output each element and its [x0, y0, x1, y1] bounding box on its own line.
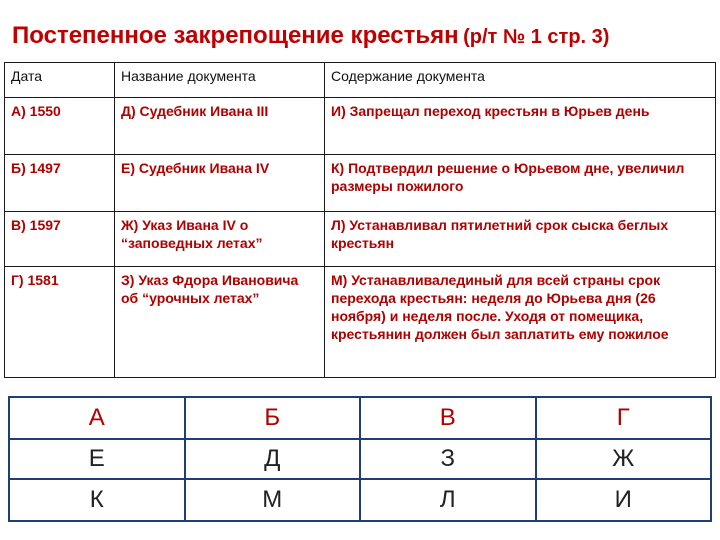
answer-cell: Ж [536, 439, 712, 479]
table-row [5, 98, 716, 155]
cell-document-name: Д) Судебник Ивана III [115, 98, 325, 155]
answer-cell: И [536, 479, 712, 521]
title-subtitle: (р/т № 1 стр. 3) [463, 26, 610, 48]
cell-document-content: М) Устанавливалединый для всей страны срок перехода крестьян: неделя до Юрьева дня (26 ноября) и неделя после. Уходя от помещика, крестьянин должен был заплатить ему пожилое [325, 267, 716, 378]
cell-date: Б) 1497 [5, 155, 115, 212]
table-header-row [5, 63, 716, 98]
table-row [5, 212, 716, 267]
answer-cell: Б [185, 397, 361, 439]
cell-document-name: Е) Судебник Ивана IV [115, 155, 325, 212]
cell-document-content: Л) Устанавливал пятилетний срок сыска беглых крестьян [325, 212, 716, 267]
header-date: Дата [5, 63, 115, 98]
cell-date: В) 1597 [5, 212, 115, 267]
answer-cell: З [360, 439, 536, 479]
cell-document-content: И) Запрещал переход крестьян в Юрьев день [325, 98, 716, 155]
cell-document-name: З) Указ Фдора Ивановича об “урочных летах” [115, 267, 325, 378]
answer-cell: А [9, 397, 185, 439]
answer-cell: Е [9, 439, 185, 479]
answer-cell: В [360, 397, 536, 439]
answer-cell: М [185, 479, 361, 521]
answer-cell: Г [536, 397, 712, 439]
page-title [12, 22, 609, 50]
title-main: Постепенное закрепощение крестьян [12, 22, 459, 49]
answer-cell: К [9, 479, 185, 521]
answer-cell: Л [360, 479, 536, 521]
answers-table [8, 396, 712, 522]
answer-row-dates [9, 397, 711, 439]
answer-cell: Д [185, 439, 361, 479]
documents-table [4, 62, 716, 378]
cell-date: А) 1550 [5, 98, 115, 155]
header-document-name: Название документа [115, 63, 325, 98]
answer-row-names [9, 439, 711, 479]
header-document-content: Содержание документа [325, 63, 716, 98]
table-row [5, 155, 716, 212]
cell-document-content: К) Подтвердил решение о Юрьевом дне, увеличил размеры пожилого [325, 155, 716, 212]
answer-row-contents [9, 479, 711, 521]
table-row [5, 267, 716, 378]
cell-document-name: Ж) Указ Ивана IV о “заповедных летах” [115, 212, 325, 267]
cell-date: Г) 1581 [5, 267, 115, 378]
